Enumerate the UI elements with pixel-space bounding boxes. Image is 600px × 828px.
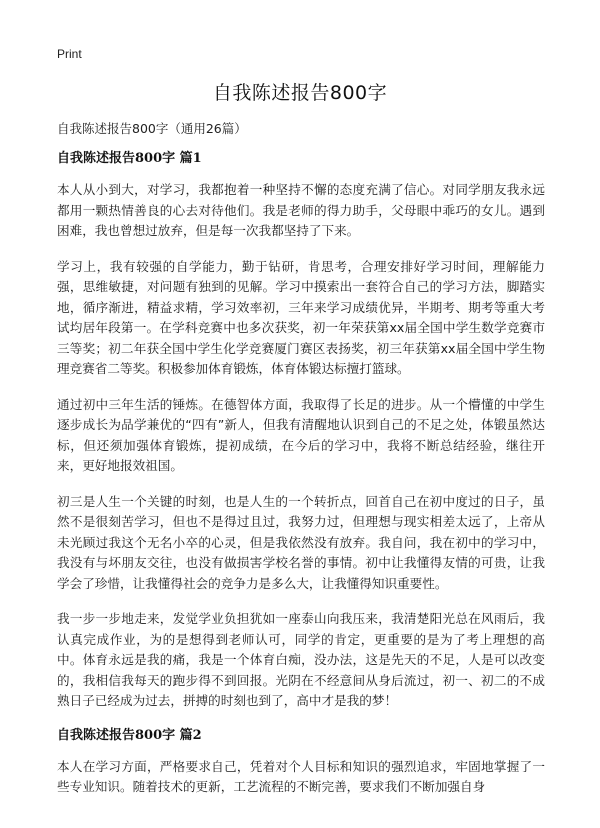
document-body [57,150,545,813]
page-title: 自我陈述报告800字 [212,82,388,104]
print-link[interactable]: Print [57,47,82,61]
paragraph: 本人从小到大，对学习，我都抱着一种坚持不懈的态度充满了信心。对同学朋友我永远都用一颗热情善良的心去对待他们。我是老师的得力助手，父母眼中乖巧的女儿。遇到困难，我也曾想过放弃，但是每一次我都坚持了下来。 [57,182,545,238]
paragraph: 我一步一步地走来，发觉学业负担犹如一座泰山向我压来，我清楚阳光总在风雨后，我认真完成作业，为的是想得到老师认可，同学的肯定，更重要的是为了考上理想的高中。体育永远是我的痛，我是一个体育白痴，没办法，这是先天的不足，人是可以改变的，我相信我每天的跑步得不到回报。光阴在不经意间从身后流过，初一、初二的不成熟日子已经成为过去，拼搏的时刻也到了，高中才是我的梦！ [57,611,545,708]
section-heading: 自我陈述报告800字 篇2 [57,727,202,743]
paragraph: 初三是人生一个关键的时刻，也是人生的一个转折点，回首自己在初中度过的日子，虽然不是很刻苦学习，但也不是得过且过，我努力过，但理想与现实相差太远了，上帝从未光顾过我这个无名小卒的心灵，但是我依然没有放弃。我自问，我在初中的学习中，我没有与坏朋友交往，也没有做损害学校名誉的事情。初中让我懂得友情的可贵，让我学会了珍惜，让我懂得社会的竞争力是多么大，让我懂得知识重要性。 [57,493,545,591]
paragraph: 本人在学习方面，严格要求自己，凭着对个人目标和知识的强烈追求，牢固地掌握了一些专业知识。随着技术的更新，工艺流程的不断完善，要求我们不断加强自身 [57,758,545,794]
section-heading: 自我陈述报告800字 篇1 [57,151,202,166]
document-subtitle: 自我陈述报告800字（通用26篇） [57,121,247,136]
paragraph: 学习上，我有较强的自学能力，勤于钻研，肯思考，合理安排好学习时间，理解能力强，思维敏捷，对问题有独到的见解。学习中摸索出一套符合自己的学习方法，脚踏实地，循序渐进，精益求精，学习效率初，三年来学习成绩优异，半期考、期考等重大考试均居年段第一。在学科竞赛中也多次获奖，初一年荣获第xx届全国中学生数学竞赛市三等奖；初二年获全国中学生化学竞赛厦门赛区表扬奖，初三年获第xx届全国中学生物理竞赛省二等奖。积极参加体育锻炼，体育体锻达标擅打篮球。 [57,258,545,376]
paragraph: 通过初中三年生活的锤炼。在德智体方面，我取得了长足的进步。从一个懵懂的中学生逐步成长为品学兼优的“四有”新人，但我有清醒地认识到自己的不足之处，体锻虽然达标，但还须加强体育锻炼，提初成绩，在今后的学习中，我将不断总结经验，继往开来，更好地报效祖国。 [57,396,545,473]
